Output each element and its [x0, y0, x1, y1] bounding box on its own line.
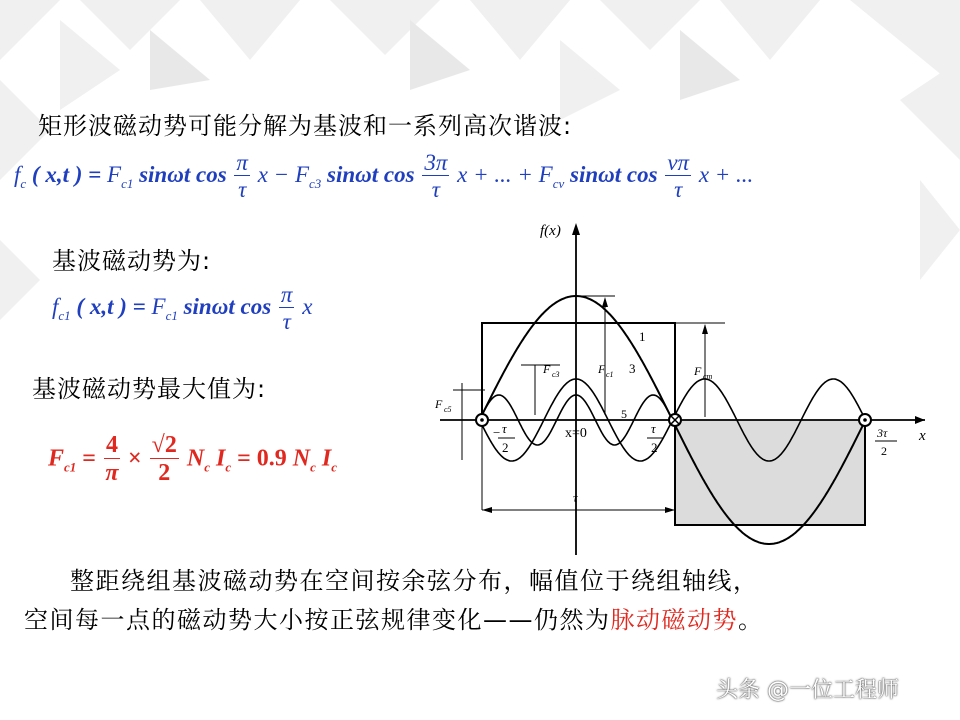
svg-text:c1: c1	[606, 370, 614, 379]
harmonic-series-equation: $f_c$ ( x,t ) = $F_{c1}$ sinωt cos $\frac{\pi}{\tau}$ $x - F_{c3}$ sinωt cos $\frac{3\pi}{\tau}$ x + ... + $F_{c\nu}$ sinωt cos $\frac{\nu\pi}{\tau}$ x + ...	[14, 150, 754, 203]
svg-text:c5: c5	[444, 405, 452, 414]
fundamental-equation: $f_{c1}$ ( x,t ) = $F_{c1}$ sinωt cos $\frac{\pi}{\tau}$ x	[52, 282, 313, 335]
svg-text:c3: c3	[552, 370, 560, 379]
max-value-equation: $F_{c1}$ = $\frac{4}{\pi}$ × $\frac{√2}{2}$ $N_c$ $I_c = 0.9$ $N_c$ $I_c$	[48, 432, 338, 487]
svg-text:5: 5	[621, 407, 627, 421]
svg-text:3τ: 3τ	[877, 426, 888, 440]
watermark: 头条 @一位工程师	[716, 678, 899, 703]
svg-text:τ: τ	[502, 421, 507, 436]
conclusion-line-1: 整距绕组基波磁动势在空间按余弦分布，幅值位于绕组轴线，	[70, 567, 759, 595]
svg-text:2: 2	[651, 440, 658, 455]
svg-text:F: F	[543, 362, 551, 376]
svg-text:F: F	[435, 397, 443, 411]
negative-half-shade	[675, 420, 865, 525]
fundamental-heading: 基波磁动势为:	[52, 247, 212, 275]
svg-text:2: 2	[502, 440, 509, 455]
decomposition-heading: 矩形波磁动势可能分解为基波和一系列高次谐波:	[38, 112, 573, 140]
svg-text:F: F	[694, 364, 702, 378]
pulsating-mmf-highlight: 脉动磁动势	[610, 606, 738, 634]
svg-text:F: F	[598, 362, 606, 376]
svg-text:cm: cm	[703, 372, 713, 381]
max-value-heading: 基波磁动势最大值为:	[32, 375, 267, 403]
mmf-waveform-diagram	[425, 215, 940, 560]
svg-text:1: 1	[639, 329, 646, 344]
svg-text:τ: τ	[651, 421, 656, 436]
conclusion-line-2: 空间每一点的磁动势大小按正弦规律变化——仍然为脉动磁动势。	[24, 606, 764, 634]
y-axis-label: f(x)	[540, 223, 561, 239]
svg-text:2: 2	[881, 444, 887, 458]
origin-label: x=0	[565, 426, 587, 441]
svg-text:−: −	[493, 425, 501, 440]
x-axis-label: x	[919, 428, 926, 444]
svg-text:3: 3	[629, 361, 636, 376]
svg-text:τ: τ	[573, 490, 578, 505]
